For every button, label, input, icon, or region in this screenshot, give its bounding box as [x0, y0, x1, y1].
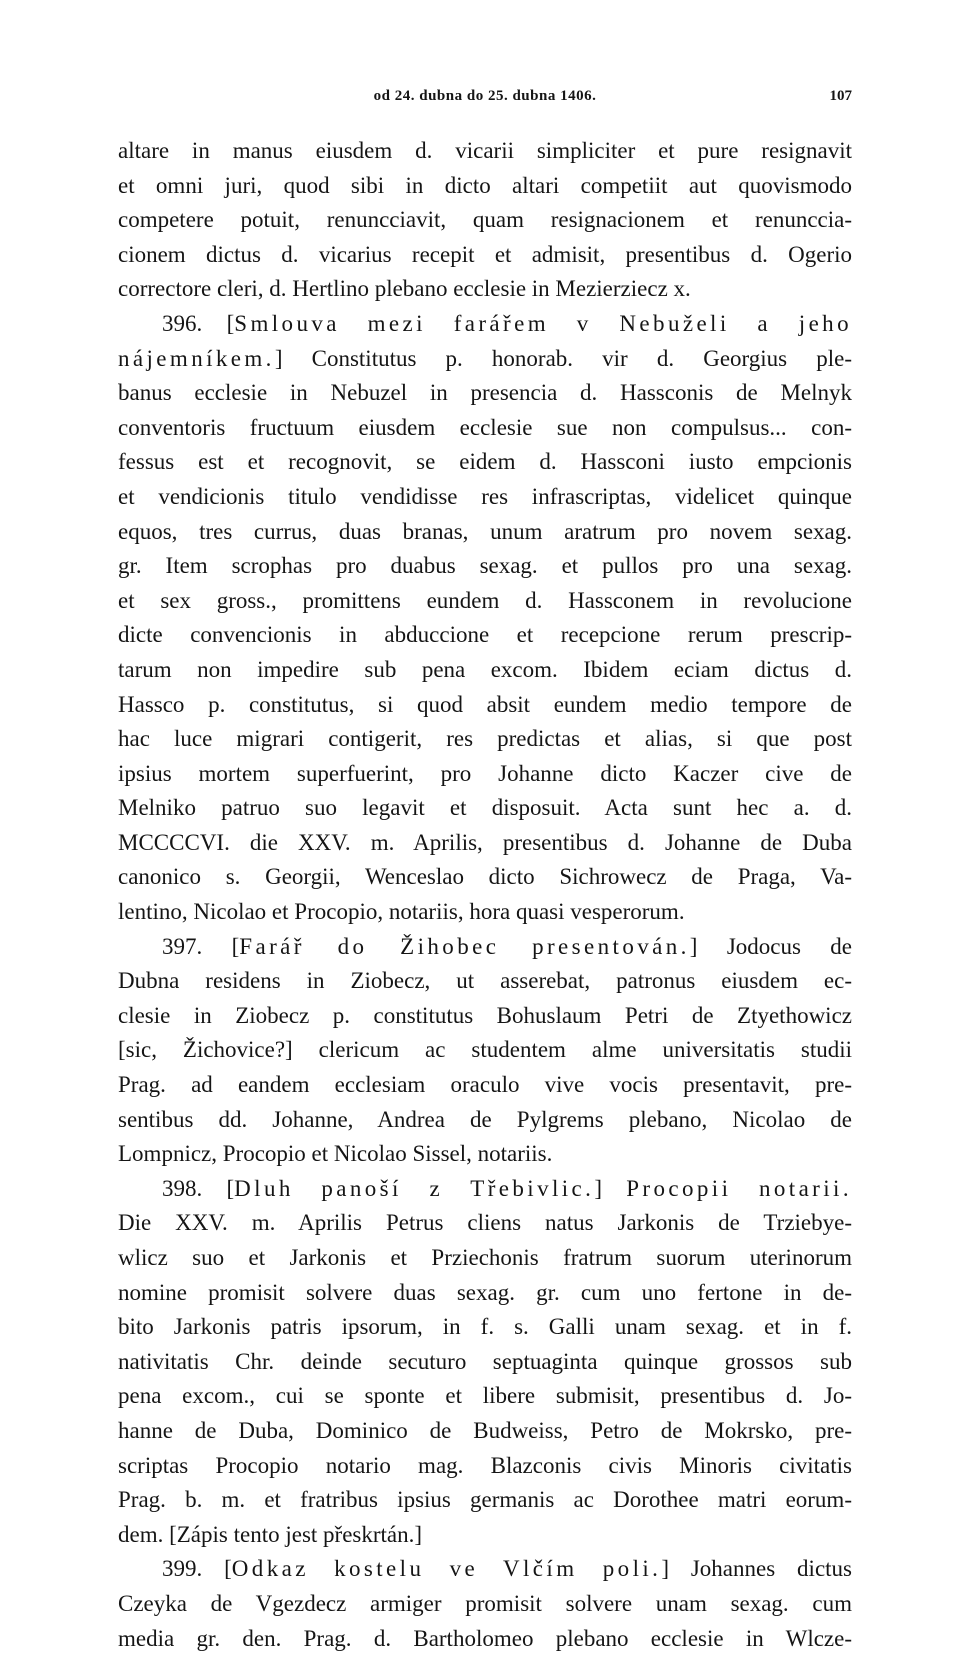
- text-line: [118, 895, 852, 930]
- line-text: et vendicionis titulo vendidisse res infrascriptas, videlicet quinque: [118, 483, 852, 509]
- text-line: [118, 1552, 852, 1587]
- line-text: Czeyka de Vgezdecz armiger promisit solvere unam sexag. cum: [118, 1590, 852, 1616]
- running-head: od 24. dubna do 25. dubna 1406.: [373, 88, 597, 104]
- line-text: ] Constitutus p. honorab. vir d. Georgius ple-: [274, 345, 852, 371]
- page-number: 107: [829, 88, 852, 104]
- line-text: nativitatis Chr. deinde secuturo septuaginta quinque grossos sub: [118, 1348, 852, 1374]
- spaced-heading-text: Procopii notarii.: [626, 1175, 852, 1201]
- spaced-heading-text: Farář do Žihobec presentován.: [239, 933, 690, 959]
- text-line: [118, 826, 852, 861]
- text-line: [118, 411, 852, 446]
- text-line: [118, 999, 852, 1034]
- text-line: [118, 1206, 852, 1241]
- line-text: pena excom., cui se sponte et libere submisit, presentibus d. Jo-: [118, 1383, 852, 1409]
- line-text: ipsius mortem superfuerint, pro Johanne dicto Kaczer cive de: [118, 760, 852, 786]
- text-line: [118, 1068, 852, 1103]
- line-text: scriptas Procopio notario mag. Blazconis civis Minoris civitatis: [118, 1452, 852, 1478]
- line-text: 399. [: [162, 1556, 232, 1582]
- text-line: [118, 964, 852, 999]
- line-text: canonico s. Georgii, Wenceslao dicto Sichrowecz de Praga, Va-: [118, 864, 852, 890]
- line-text: equos, tres currus, duas branas, unum aratrum pro novem sexag.: [118, 518, 852, 544]
- spaced-heading-text: nájemníkem.: [118, 345, 275, 371]
- line-text: ] Johannes dictus: [661, 1556, 852, 1582]
- line-text: Prag. b. m. et fratribus ipsius germanis ac Dorothee matri eorum-: [118, 1487, 852, 1513]
- spaced-heading-text: Dluh panoší z Třebivlic.: [234, 1175, 595, 1201]
- text-line: [118, 480, 852, 515]
- line-text: correctore cleri, d. Hertlino plebano ecclesie in Mezierziecz x.: [118, 276, 691, 302]
- text-line: [118, 307, 852, 342]
- text-line: [118, 169, 852, 204]
- text-line: [118, 1449, 852, 1484]
- text-line: [118, 791, 852, 826]
- line-text: lentino, Nicolao et Procopio, notariis, hora quasi vesperorum.: [118, 899, 685, 925]
- spaced-heading-text: Odkaz kostelu ve Vlčím poli.: [231, 1556, 662, 1582]
- text-line: [118, 515, 852, 550]
- line-text: dicte convencionis in abduccione et recepcione rerum prescrip-: [118, 622, 852, 648]
- line-text: altare in manus eiusdem d. vicarii simpliciter et pure resignavit: [118, 138, 852, 163]
- line-text: Hassco p. constitutus, si quod absit eundem medio tempore de: [118, 691, 852, 717]
- line-text: gr. Item scrophas pro duabus sexag. et pullos pro una sexag.: [118, 553, 852, 579]
- text-line: [118, 1379, 852, 1414]
- line-text: Lompnicz, Procopio et Nicolao Sissel, notariis.: [118, 1141, 553, 1167]
- text-line: [118, 688, 852, 723]
- text-line: [118, 1241, 852, 1276]
- line-text: media gr. den. Prag. d. Bartholomeo plebano ecclesie in Wlcze-: [118, 1625, 852, 1651]
- text-line: [118, 134, 852, 169]
- line-text: MCCCCVI. die XXV. m. Aprilis, presentibus d. Johanne de Duba: [118, 829, 852, 855]
- text-line: [118, 376, 852, 411]
- text-line: [118, 1137, 852, 1172]
- text-line: [118, 618, 852, 653]
- line-text: [sic, Žichovice?] clericum ac studentem alme universitatis studii: [118, 1037, 852, 1063]
- line-text: 398. [: [162, 1175, 235, 1201]
- text-line: [118, 272, 852, 307]
- line-text: et sex gross., promittens eundem d. Hassconem in revolucione: [118, 587, 852, 613]
- text-line: [118, 722, 852, 757]
- line-text: tarum non impedire sub pena excom. Ibidem eciam dictus d.: [118, 656, 852, 682]
- text-line: [118, 584, 852, 619]
- line-text: wlicz suo et Jarkonis et Prziechonis fratrum suorum uterinorum: [118, 1245, 852, 1270]
- line-text: sentibus dd. Johanne, Andrea de Pylgrems plebano, Nicolao de: [118, 1106, 852, 1132]
- line-text: fessus est et recognovit, se eidem d. Hassconi iusto empcionis: [118, 449, 852, 475]
- text-line: [118, 1518, 852, 1553]
- text-line: [118, 1622, 852, 1656]
- line-text: 396. [: [162, 310, 235, 336]
- text-line: [118, 1276, 852, 1311]
- text-line: [118, 238, 852, 273]
- text-line: [118, 1345, 852, 1380]
- text-line: [118, 549, 852, 584]
- text-line: [118, 1587, 852, 1622]
- line-text: dem. [Zápis tento jest přeskrtán.]: [118, 1521, 423, 1547]
- line-text: 397. [: [162, 933, 240, 959]
- line-text: et omni juri, quod sibi in dicto altari competiit aut quovismodo: [118, 172, 852, 198]
- line-text: competere potuit, renuncciavit, quam resignacionem et renunccia-: [118, 207, 852, 233]
- line-text: hanne de Duba, Dominico de Budweiss, Petro de Mokrsko, pre-: [118, 1417, 852, 1443]
- page-header: [118, 88, 852, 112]
- text-line: [118, 1172, 852, 1207]
- text-line: [118, 445, 852, 480]
- text-line: [118, 1103, 852, 1138]
- line-text: nomine promisit solvere duas sexag. gr. cum uno fertone in de-: [118, 1279, 852, 1305]
- line-text: banus ecclesie in Nebuzel in presencia d. Hassconis de Melnyk: [118, 380, 852, 406]
- text-line: [118, 342, 852, 377]
- line-text: conventoris fructuum eiusdem ecclesie sue non compulsus... con-: [118, 414, 852, 440]
- text-line: [118, 757, 852, 792]
- text-line: [118, 930, 852, 965]
- text-line: [118, 1483, 852, 1518]
- line-text: Dubna residens in Ziobecz, ut asserebat, patronus eiusdem ec-: [118, 968, 852, 994]
- body-text: [118, 134, 852, 1656]
- text-line: [118, 860, 852, 895]
- line-text: Die XXV. m. Aprilis Petrus cliens natus Jarkonis de Trziebye-: [118, 1210, 852, 1236]
- line-text: Melniko patruo suo legavit et disposuit. Acta sunt hec a. d.: [118, 795, 852, 821]
- text-line: [118, 203, 852, 238]
- text-line: [118, 1414, 852, 1449]
- line-text: ] Jodocus de: [689, 933, 853, 959]
- line-text: Prag. ad eandem ecclesiam oraculo vive vocis presentavit, pre-: [118, 1072, 852, 1098]
- spaced-heading-text: Smlouva mezi farářem v Nebuželi a jeho: [234, 310, 852, 336]
- text-line: [118, 653, 852, 688]
- text-line: [118, 1310, 852, 1345]
- line-text: ]: [594, 1175, 627, 1201]
- line-text: hac luce migrari contigerit, res predictas et alias, si que post: [118, 726, 852, 752]
- line-text: clesie in Ziobecz p. constitutus Bohuslaum Petri de Ztyethowicz: [118, 1002, 852, 1028]
- text-line: [118, 1033, 852, 1068]
- line-text: cionem dictus d. vicarius recepit et admisit, presentibus d. Ogerio: [118, 241, 852, 267]
- line-text: bito Jarkonis patris ipsorum, in f. s. Galli unam sexag. et in f.: [118, 1314, 852, 1340]
